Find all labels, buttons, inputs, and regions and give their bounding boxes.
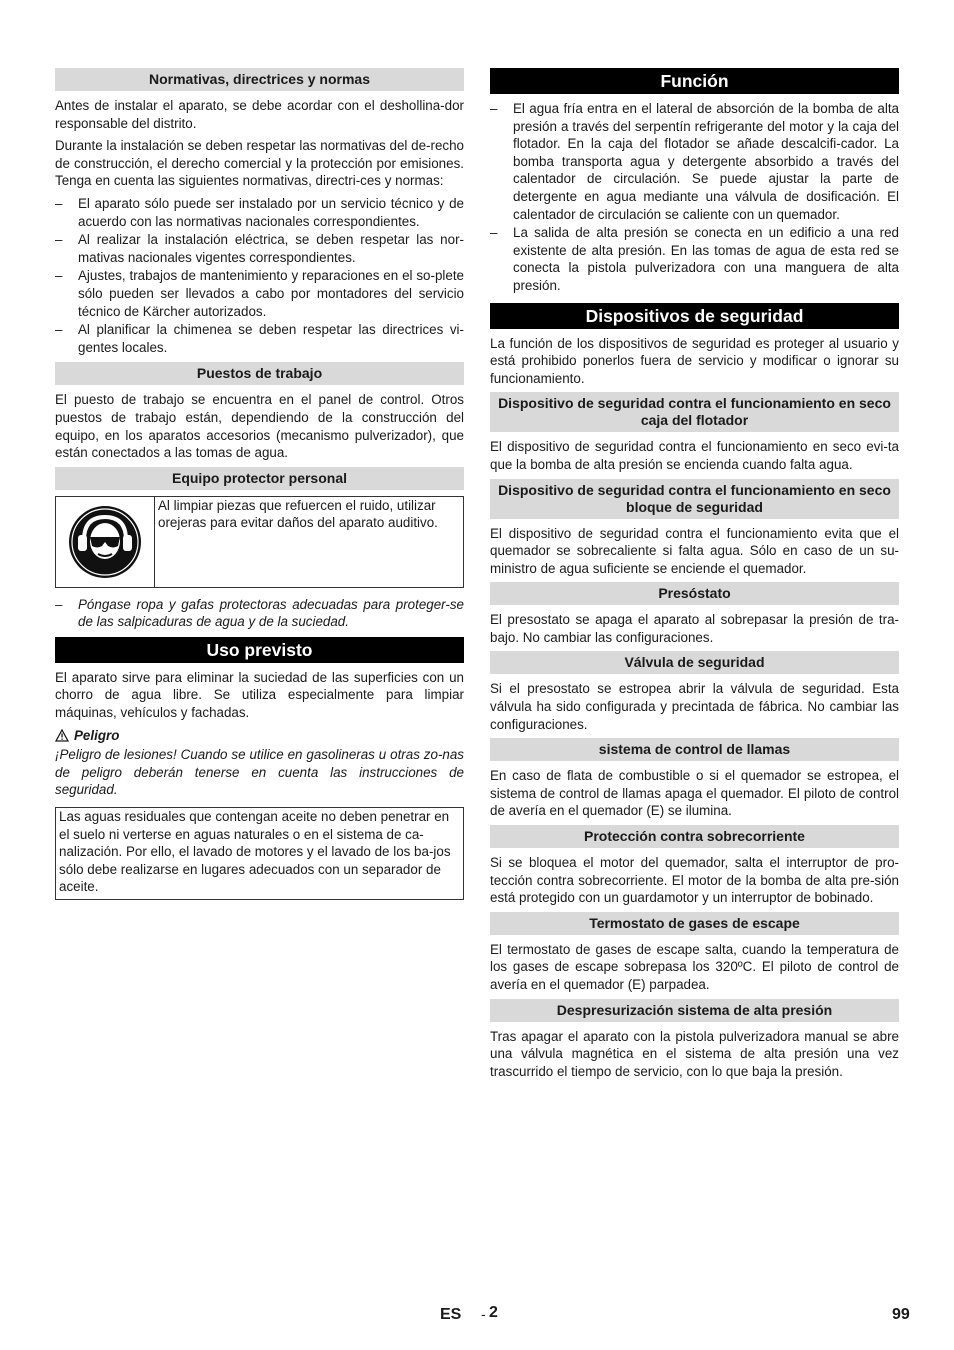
footer-dash: -: [481, 1306, 486, 1322]
control-llamas-paragraph: En caso de flata de combustible o si el quemador se estropea, el sistema de control de llamas apaga el quemador. El piloto de control de avería en el quemador (E) se ilumina.: [490, 768, 899, 819]
list-item: – La salida de alta presión se conecta en un edificio a una red existente de alta presión. En las tomas de agua de esta red se conecta la pistola pulverizadora con una manguera de alta presión.: [490, 224, 899, 294]
heading-seco-bloque: Dispositivo de seguridad contra el funcionamiento en seco bloque de seguridad: [490, 479, 899, 519]
list-item: – Al realizar la instalación eléctrica, se deben respetar las nor-mativas nacionales vigentes correspondientes.: [55, 231, 464, 266]
heading-funcion: Función: [490, 68, 899, 94]
dispositivos-paragraph: La función de los dispositivos de seguridad es proteger al usuario y está prohibido ponerlos fuera de servicio y modificar o ignorar su funcionamiento.: [490, 335, 899, 386]
footer-language: ES: [440, 1306, 462, 1323]
danger-text: ¡Peligro de lesiones! Cuando se utilice en gasolineras u otras zo-nas de peligro deberán tenerse en cuenta las instrucciones de seguridad.: [55, 747, 464, 798]
heading-termostato: Termostato de gases de escape: [490, 912, 899, 935]
left-column: [55, 68, 464, 900]
sobrecorriente-paragraph: Si se bloquea el motor del quemador, salta el interruptor de pro-tección contra sobrecorriente. El motor de la bomba de alta pre-sión está protegido con un guardamotor y un interruptor de bobinado.: [490, 855, 899, 906]
ear-protection-text: Al limpiar piezas que refuercen el ruido, utilizar orejeras para evitar daños del aparato auditivo.: [158, 497, 438, 531]
footer-section-number: 2: [489, 1304, 498, 1321]
heading-control-llamas: sistema de control de llamas: [490, 738, 899, 761]
valvula-paragraph: Si el presostato se estropea abrir la válvula de seguridad. Esta válvula ha sido configurada y precintada de fábrica. No cambiar las configuraciones.: [490, 681, 899, 732]
seco-flotador-paragraph: El dispositivo de seguridad contra el funcionamiento en seco evi-ta que la bomba de alta presión se encienda cuando falta agua.: [490, 439, 899, 472]
puestos-paragraph: El puesto de trabajo se encuentra en el panel de control. Otros puestos de trabajo están, dependiendo de la construcción del equipo, en los aparatos accesorios (mecanismo pulverizador), que están conectados a las tomas de agua.: [55, 392, 464, 461]
list-item: – Al planificar la chimenea se deben respetar las directrices vi-gentes locales.: [55, 321, 464, 356]
heading-presostato: Presóstato: [490, 582, 899, 605]
list-item: – Ajustes, trabajos de mantenimiento y reparaciones en el so-plete sólo pueden ser llevados a cabo por montadores del servicio técnico de Kärcher autorizados.: [55, 267, 464, 320]
page-number: 99: [892, 1306, 910, 1323]
wastewater-note: [55, 807, 464, 900]
heading-normativas: Normativas, directrices y normas: [55, 68, 464, 91]
danger-label: [55, 727, 464, 745]
heading-seco-flotador: Dispositivo de seguridad contra el funcionamiento en seco caja del flotador: [490, 392, 899, 432]
despresurizacion-paragraph: Tras apagar el aparato con la pistola pulverizadora manual se abre una válvula magnética en el sistema de alta presión una vez trascurrido el tiempo de servicio, con lo que baja la presión.: [490, 1028, 899, 1079]
heading-valvula: Válvula de seguridad: [490, 651, 899, 674]
heading-uso-previsto: Uso previsto: [55, 637, 464, 663]
normativas-paragraph-2: Durante la instalación se deben respetar las normativas del de-recho de construcción, el derecho comercial y la protección por emisiones. Tenga en cuenta las siguientes normativas, directri-ces y normas:: [55, 138, 464, 189]
heading-puestos: Puestos de trabajo: [55, 362, 464, 385]
wastewater-note-text: Las aguas residuales que contengan aceite no deben penetrar en el suelo ni verterse en aguas naturales o en el sistema de ca-nalización. Por ello, el lavado de motores y el lavado de los ba-jos sólo debe realizarse en lugares adecuados con un separador de aceite.: [59, 809, 451, 895]
right-column: [490, 68, 899, 1085]
uso-paragraph: El aparato sirve para eliminar la suciedad de las superficies con un chorro de agua libre. Se utiliza especialmente para limpiar máquinas, vehículos y fachadas.: [55, 669, 464, 721]
seco-bloque-paragraph: El dispositivo de seguridad contra el funcionamiento evita que el quemador se sobrecaliente si falta agua. Sólo en caso de un su-ministro de agua suficiente se enciende el quemador.: [490, 525, 899, 576]
heading-dispositivos: Dispositivos de seguridad: [490, 303, 899, 329]
heading-sobrecorriente: Protección contra sobrecorriente: [490, 825, 899, 848]
heading-equipo: Equipo protector personal: [55, 467, 464, 490]
ear-protection-icon-cell: [56, 497, 155, 587]
normativas-paragraph-1: Antes de instalar el aparato, se debe acordar con el deshollina-dor responsable del distrito.: [55, 98, 464, 131]
normativas-list: [55, 195, 464, 356]
funcion-list: [490, 100, 899, 295]
list-item: – El agua fría entra en el lateral de absorción de la bomba de alta presión a través del serpentín refrigerante del motor y la caja del flotador. En la caja del flotador se añade descalcifi-cador. La bomba transporta agua y detergente absorbido a través del calentador de circulación. Se puede ajustar la parte de detergente en agua mediante una válvula de dosificación. El calentador de circulación se caliente con un quemador.: [490, 100, 899, 223]
list-item: – El aparato sólo puede ser instalado por un servicio técnico y de acuerdo con las normativas nacionales correspondientes.: [55, 195, 464, 230]
equipo-list: [55, 596, 464, 631]
presostato-paragraph: El presostato se apaga el aparato al sobrepasar la presión de tra-bajo. No cambiar las configuraciones.: [490, 612, 899, 645]
termostato-paragraph: El termostato de gases de escape salta, cuando la temperatura de los gases de escape sobrepasa los 320ºC. El piloto de control de avería en el quemador (E) parpadea.: [490, 941, 899, 992]
ear-protection-notice: [55, 496, 464, 588]
warning-triangle-icon: [55, 729, 69, 742]
list-item: – Póngase ropa y gafas protectoras adecuadas para proteger-se de las salpicaduras de agua y de la suciedad.: [55, 596, 464, 631]
danger-label-text: Peligro: [74, 727, 120, 743]
heading-despresurizacion: Despresurización sistema de alta presión: [490, 999, 899, 1022]
ear-protection-icon: [68, 505, 142, 579]
